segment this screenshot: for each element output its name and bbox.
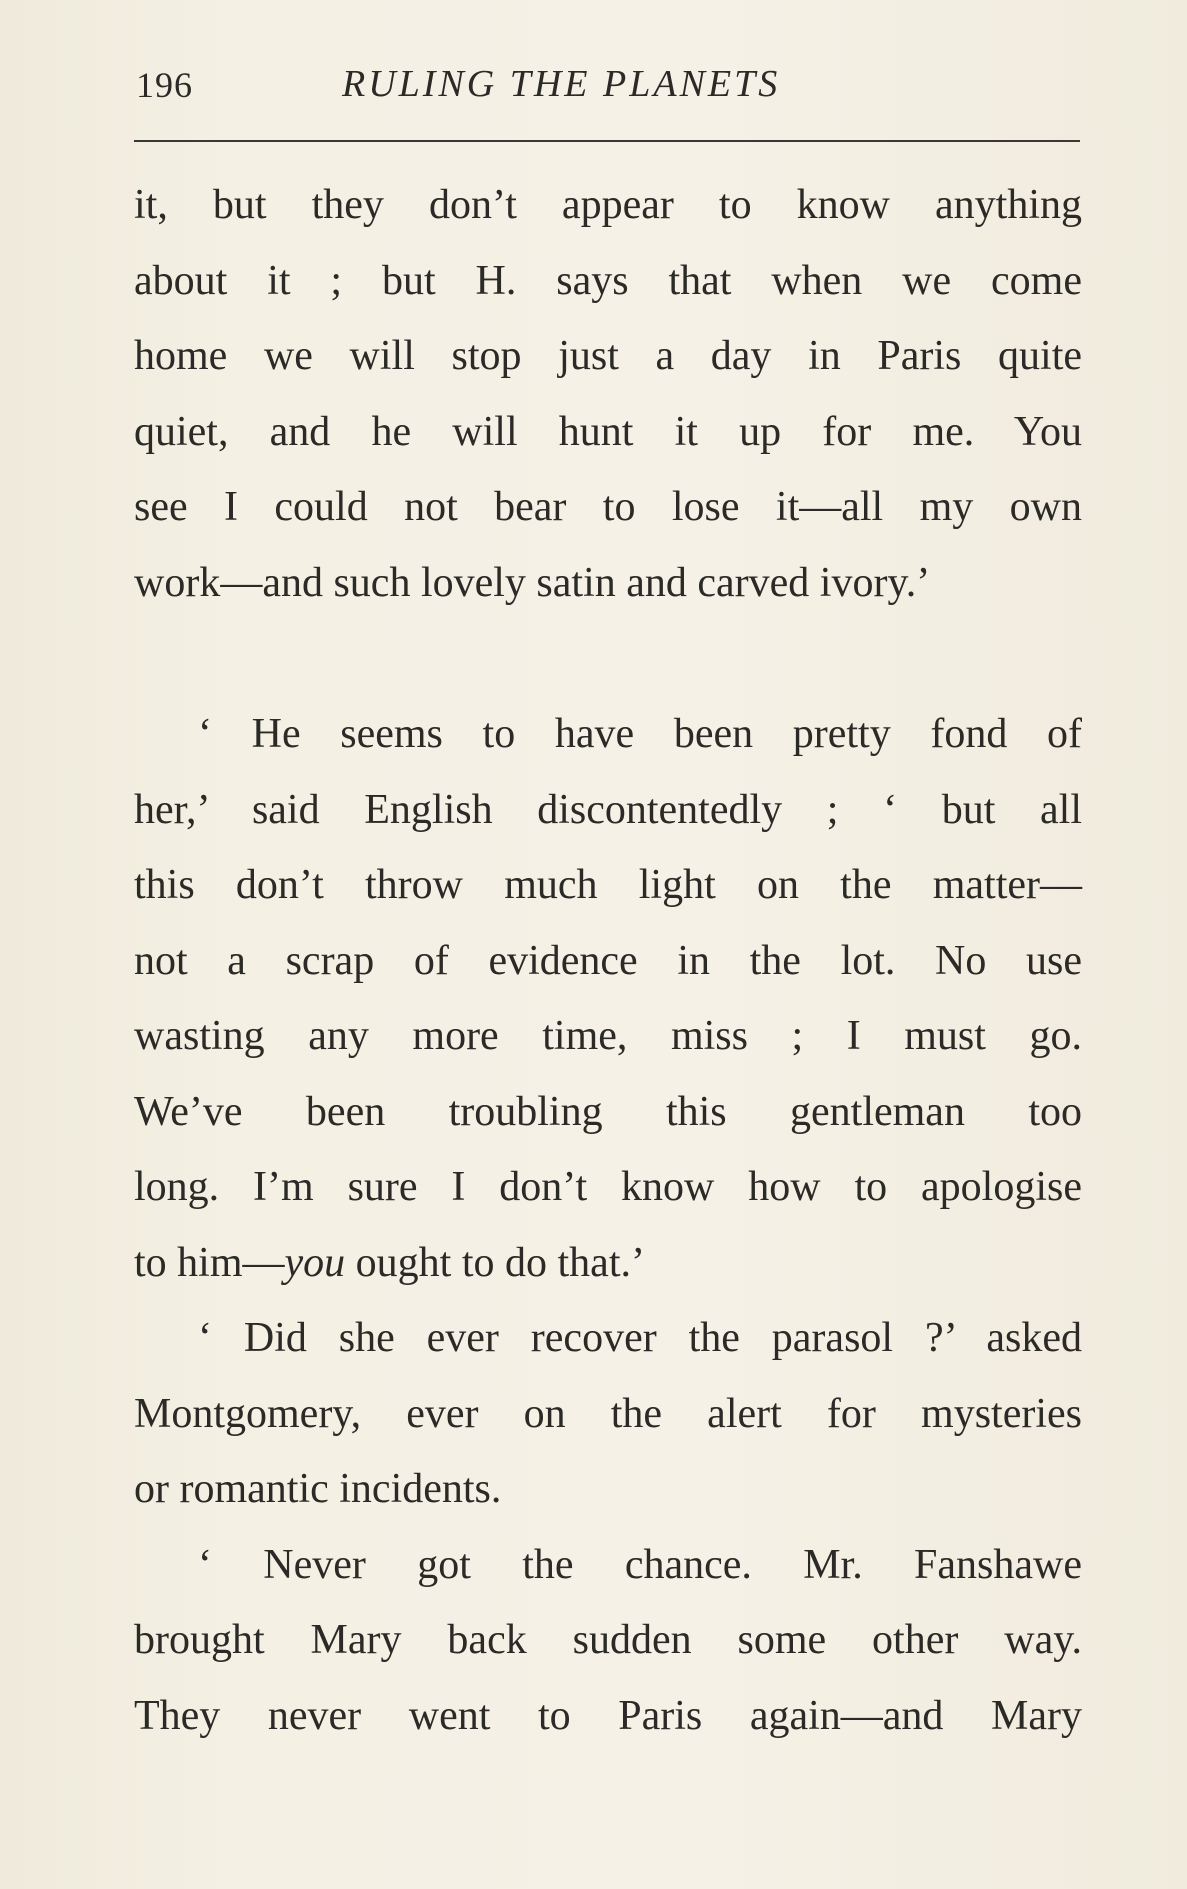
page-number: 196 [136, 65, 193, 105]
text-line: ‘ Did she ever recover the parasol ?’ asked [198, 1315, 1082, 1361]
text-line: We’ve been troubling this gentleman too [134, 1088, 1082, 1135]
text-line: ‘ He seems to have been pretty fond of [198, 711, 1082, 757]
text-line: about it ; but H. says that when we come [134, 257, 1082, 304]
page-header [136, 62, 1080, 114]
text-line: it, but they don’t appear to know anything [134, 182, 1082, 228]
text-line: see I could not bear to lose it—all my own [134, 484, 1082, 530]
text-line: long. I’m sure I don’t know how to apologise [134, 1164, 1082, 1210]
text-line: work—and such lovely satin and carved ivory.’ [134, 559, 931, 606]
text-line-with-emphasis [134, 1226, 1082, 1302]
text-line: ‘ Never got the chance. Mr. Fanshawe [198, 1541, 1082, 1588]
text-line: this don’t throw much light on the matter— [134, 862, 1082, 908]
text-line: wasting any more time, miss ; I must go. [134, 1013, 1082, 1059]
text-line: her,’ said English discontentedly ; ‘ but all [134, 786, 1082, 833]
text-line: quiet, and he will hunt it up for me. You [134, 408, 1082, 455]
paragraph-gap [134, 621, 1082, 697]
emphasized-word: you [284, 1239, 346, 1286]
text-line: or romantic incidents. [134, 1466, 502, 1512]
text-line: brought Mary back sudden some other way. [134, 1617, 1082, 1663]
text-line: Montgomery, ever on the alert for mysteries [134, 1390, 1082, 1437]
body-text [134, 168, 1082, 1754]
header-rule [134, 140, 1080, 142]
text-line: They never went to Paris again—and Mary [134, 1692, 1082, 1739]
text-line: not a scrap of evidence in the lot. No use [134, 937, 1082, 984]
running-title: RULING THE PLANETS [342, 63, 781, 105]
text-line: home we will stop just a day in Paris quite [134, 333, 1082, 379]
text-segment: ought to do that.’ [345, 1239, 645, 1286]
text-segment: to him— [134, 1239, 285, 1286]
